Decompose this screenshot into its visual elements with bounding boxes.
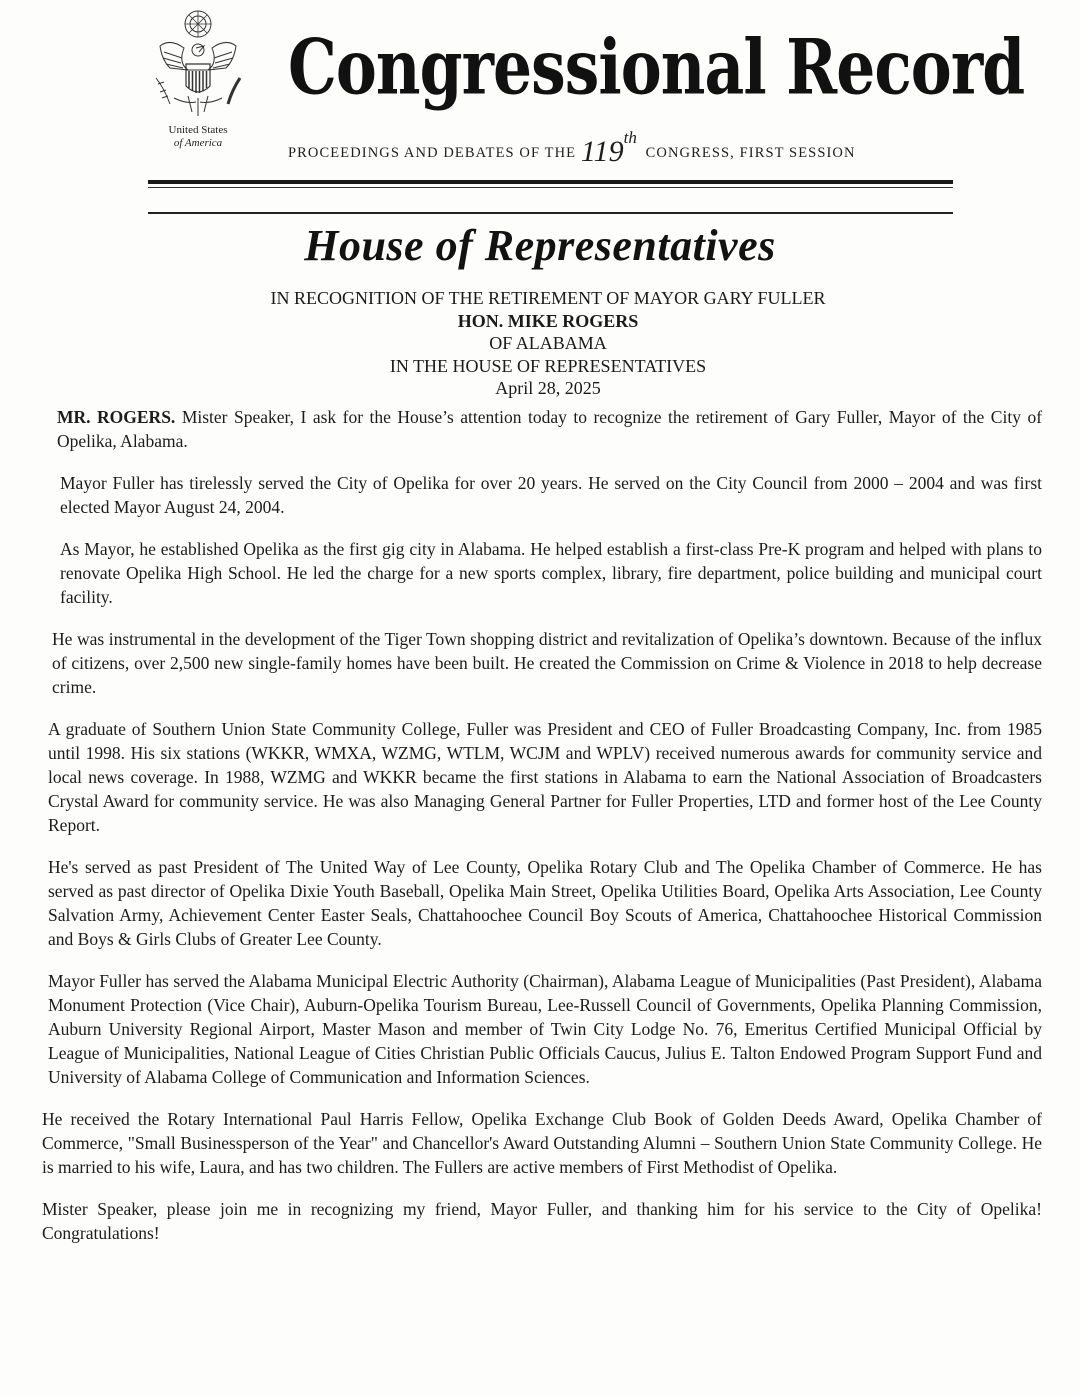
paragraph-broadcasting: A graduate of Southern Union State Community College, Fuller was President and CEO of Fuller Broadcasting Company, Inc. from 1985 until 1998. His six stations (WKKR, WMXA, WZMG, WTLM, WCJM and WPLV) received numerous awards for community service and local news coverage. In 1988, WZMG and WKKR became the first stations in Alabama to earn the National Association of Broadcasters Crystal Award for community service. He was also Managing General Partner for Fuller Properties, LTD and former host of the Lee County Report. <box>48 719 1042 835</box>
great-seal-icon <box>148 8 248 126</box>
masthead-rule-lower <box>148 212 953 214</box>
masthead <box>148 8 1025 213</box>
chamber-heading: House of Representatives <box>304 221 776 270</box>
paragraph-awards-family: He received the Rotary International Paul Harris Fellow, Opelika Exchange Club Book of Golden Deeds Award, Opelika Chamber of Commerce, "Small Businessperson of the Year" and Chancellor's Award Outstanding Alumni – Southern Union State Community College. He is married to his wife, Laura, and has two children. The Fullers are active members of First Methodist of Opelika. <box>42 1109 1042 1177</box>
member-name: HON. MIKE ROGERS <box>457 310 639 331</box>
paragraph-closing: Mister Speaker, please join me in recognizing my friend, Mayor Fuller, and thanking him for his service to the City of Opelika! Congratulations! <box>42 1199 1042 1243</box>
publication-title: Congressional Record <box>288 22 1025 112</box>
seal-caption <box>148 124 248 150</box>
recognition-title: IN RECOGNITION OF THE RETIREMENT OF MAYOR GARY FULLER <box>270 288 826 308</box>
publication-subtitle <box>288 128 856 169</box>
paragraph-development: He was instrumental in the development of the Tiger Town shopping district and revitalization of Opelika’s downtown. Because of the influx of citizens, over 2,500 new single-family homes have been built. He created the Commission on Crime & Violence in 2018 to help decrease crime. <box>52 629 1042 697</box>
paragraph-service: Mayor Fuller has tirelessly served the City of Opelika for over 20 years. He served on the City Council from 2000 – 2004 and was first elected Mayor August 24, 2004. <box>60 473 1042 517</box>
seal-caption-line-2: of America <box>173 137 223 149</box>
masthead-rule-thick <box>148 180 953 184</box>
seal-caption-line-1: United States <box>168 124 228 136</box>
paragraph-civic-service: He's served as past President of The United Way of Lee County, Opelika Rotary Club and The Opelika Chamber of Commerce. He has served as past director of Opelika Dixie Youth Baseball, Opelika Main Street, Opelika Utilities Board, Opelika Arts Association, Lee County Salvation Army, Achievement Center Easter Seals, Chattahoochee Council Boy Scouts of America, Chattahoochee Historical Commission and Boys & Girls Clubs of Greater Lee County. <box>48 857 1042 949</box>
paragraph-intro-text: Mister Speaker, I ask for the House’s attention today to recognize the retirement of Gary Fuller, Mayor of the City of Opelika, Alabama. <box>57 407 1043 451</box>
congress-number: 119 <box>580 135 624 168</box>
paragraph-intro <box>57 405 1042 453</box>
speaker-name: MR. ROGERS. <box>57 407 176 427</box>
masthead-rule-thin <box>148 187 953 188</box>
statement-header <box>0 287 1080 400</box>
member-state: OF ALABAMA <box>489 333 607 353</box>
congress-suffix: th <box>623 128 637 147</box>
chamber-location: IN THE HOUSE OF REPRESENTATIVES <box>389 355 707 376</box>
subtitle-suffix: CONGRESS, FIRST SESSION <box>645 145 856 161</box>
subtitle-prefix: PROCEEDINGS AND DEBATES OF THE <box>288 145 577 161</box>
statement-date: April 28, 2025 <box>495 378 601 398</box>
paragraph-organizations: Mayor Fuller has served the Alabama Municipal Electric Authority (Chairman), Alabama League of Municipalities (Past President), Alabama Monument Protection (Vice Chair), Auburn-Opelika Tourism Bureau, Lee-Russell Council of Governments, Opelika Planning Commission, Auburn University Regional Airport, Master Mason and member of Twin City Lodge No. 76, Emeritus Certified Municipal Official by League of Municipalities, National League of Cities Christian Public Officials Caucus, Julius E. Talton Endowed Program Support Fund and University of Alabama College of Communication and Information Sciences. <box>48 971 1042 1087</box>
paragraph-accomplishments: As Mayor, he established Opelika as the first gig city in Alabama. He helped establish a first-class Pre-K program and helped with plans to renovate Opelika High School. He led the charge for a new sports complex, library, fire department, police building and municipal court facility. <box>60 539 1042 607</box>
statement-body <box>42 405 1043 1263</box>
